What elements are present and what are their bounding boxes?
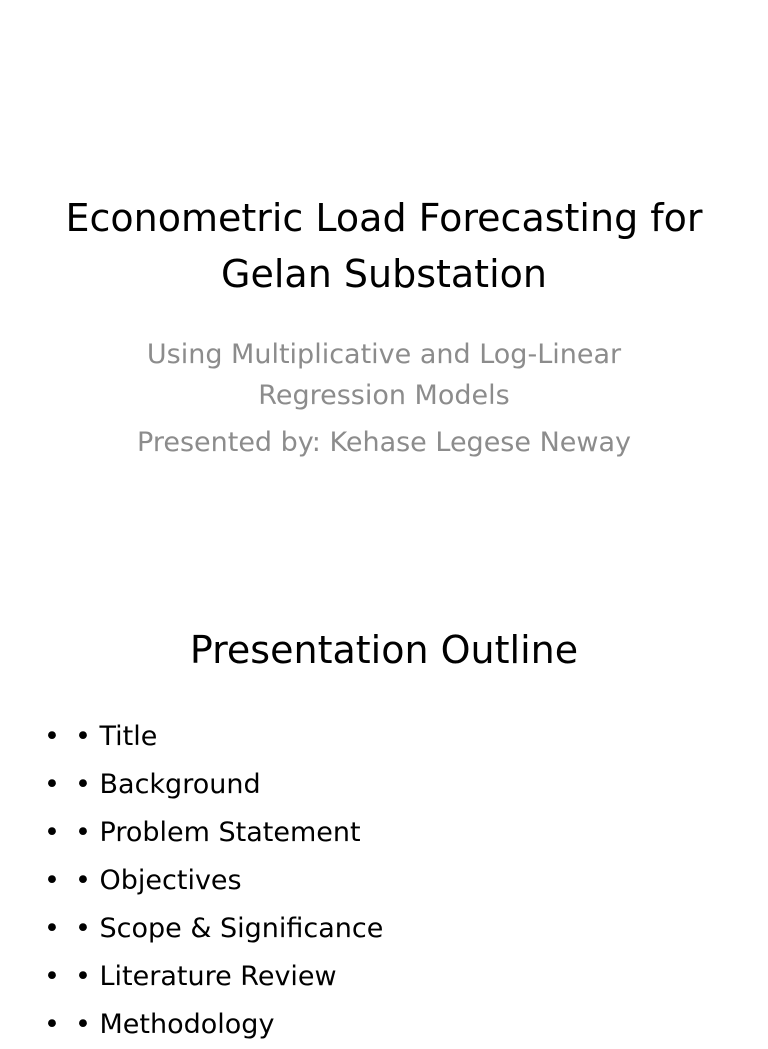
outline-item: [0, 809, 768, 857]
outline-item-text: • Objectives: [75, 865, 242, 896]
bullet-icon: •: [44, 817, 60, 848]
bullet-icon: •: [44, 1009, 60, 1040]
outline-item-text: • Background: [75, 769, 261, 800]
bullet-icon: •: [44, 913, 60, 944]
outline-item-text: • Methodology: [75, 1009, 275, 1040]
bullet-icon: •: [44, 961, 60, 992]
bullet-icon: •: [44, 865, 60, 896]
outline-item: [0, 713, 768, 761]
bullet-icon: •: [44, 721, 60, 752]
outline-item-text: • Scope & Significance: [75, 913, 384, 944]
outline-list: [0, 713, 768, 1049]
outline-item-text: • Title: [75, 721, 158, 752]
outline-item-text: • Problem Statement: [75, 817, 361, 848]
outline-item: [0, 857, 768, 905]
bullet-icon: •: [44, 769, 60, 800]
outline-item-text: • Literature Review: [75, 961, 337, 992]
outline-title: Presentation Outline: [189, 628, 579, 672]
outline-item: [0, 953, 768, 1001]
outline-item: [0, 761, 768, 809]
slide-subtitle: Using Multiplicative and Log-Linear Regression Models: [146, 339, 622, 411]
outline-item: [0, 1001, 768, 1049]
slide-title: Econometric Load Forecasting for Gelan Substation: [65, 196, 703, 296]
presenter-line: Presented by: Kehase Legese Neway: [137, 427, 631, 458]
outline-item: [0, 905, 768, 953]
